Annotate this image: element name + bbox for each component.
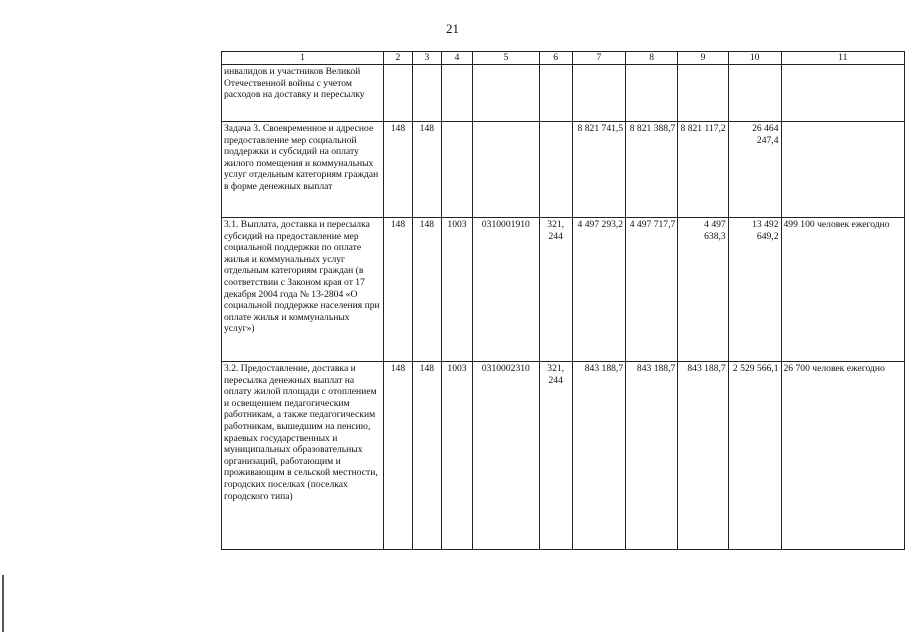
cell: 8 821 117,2 xyxy=(678,122,728,218)
cell: 148 xyxy=(384,122,413,218)
column-header: 11 xyxy=(781,52,905,65)
cell: 0310002310 xyxy=(473,362,540,550)
cell xyxy=(539,122,572,218)
row-description: 3.2. Предоставление, доставка и пересылка денежных выплат на оплату жилой площади с отоплением и освещением педагогическим работникам, а также педагогическим работникам, вышедшим на пенсию, краевых государственных и муниципальных образовательных организаций, работающим и проживающим в сельской местности, городских поселках (поселках городского типа) xyxy=(222,362,384,550)
row-description: инвалидов и участников Великой Отечественной войны с учетом расходов на доставку и пересылку xyxy=(222,65,384,122)
cell: 4 497 717,7 xyxy=(626,218,678,362)
row-description: 3.1. Выплата, доставка и пересылка субсидий на предоставление мер социальной поддержки по оплате жилья и коммунальных услуг отдельным категориям граждан (в соответствии с Законом края от 17 декабря 2004 года № 13-2804 «О социальной поддержке населения при оплате жилья и коммунальных услуг») xyxy=(222,218,384,362)
budget-table xyxy=(221,51,905,550)
cell: 843 188,7 xyxy=(572,362,625,550)
cell: 13 492 649,2 xyxy=(728,218,781,362)
cell xyxy=(473,122,540,218)
cell xyxy=(441,65,472,122)
cell: 0310001910 xyxy=(473,218,540,362)
header-row xyxy=(222,52,905,65)
cell: 843 188,7 xyxy=(626,362,678,550)
cell xyxy=(626,65,678,122)
cell xyxy=(539,65,572,122)
cell: 148 xyxy=(412,218,441,362)
cell xyxy=(678,65,728,122)
cell: 2 529 566,1 xyxy=(728,362,781,550)
cell xyxy=(412,65,441,122)
column-header: 9 xyxy=(678,52,728,65)
column-header: 2 xyxy=(384,52,413,65)
cell xyxy=(572,65,625,122)
table-row xyxy=(222,122,905,218)
cell xyxy=(728,65,781,122)
cell: 499 100 человек ежегодно xyxy=(781,218,905,362)
table-row xyxy=(222,218,905,362)
column-header: 1 xyxy=(222,52,384,65)
cell xyxy=(441,122,472,218)
column-header: 6 xyxy=(539,52,572,65)
cell: 26 464 247,4 xyxy=(728,122,781,218)
cell: 321, 244 xyxy=(539,218,572,362)
column-header: 7 xyxy=(572,52,625,65)
table-row xyxy=(222,362,905,550)
page-number: 21 xyxy=(446,21,459,36)
cell: 148 xyxy=(412,362,441,550)
cell: 4 497 293,2 xyxy=(572,218,625,362)
column-header: 3 xyxy=(412,52,441,65)
cell: 148 xyxy=(412,122,441,218)
cell: 4 497 638,3 xyxy=(678,218,728,362)
cell: 26 700 человек ежегодно xyxy=(781,362,905,550)
cell: 148 xyxy=(384,218,413,362)
column-header: 10 xyxy=(728,52,781,65)
cell xyxy=(473,65,540,122)
cell: 8 821 741,5 xyxy=(572,122,625,218)
column-header: 8 xyxy=(626,52,678,65)
column-header: 4 xyxy=(441,52,472,65)
table-row xyxy=(222,65,905,122)
row-description: Задача 3. Своевременное и адресное предоставление мер социальной поддержки и субсидий на оплату жилого помещения и коммунальных услуг отдельным категориям граждан в форме денежных выплат xyxy=(222,122,384,218)
cell: 148 xyxy=(384,362,413,550)
cell: 1003 xyxy=(441,362,472,550)
cell: 8 821 388,7 xyxy=(626,122,678,218)
cell xyxy=(384,65,413,122)
cell: 1003 xyxy=(441,218,472,362)
cell: 321, 244 xyxy=(539,362,572,550)
cell xyxy=(781,65,905,122)
column-header: 5 xyxy=(473,52,540,65)
cell xyxy=(781,122,905,218)
cell: 843 188,7 xyxy=(678,362,728,550)
